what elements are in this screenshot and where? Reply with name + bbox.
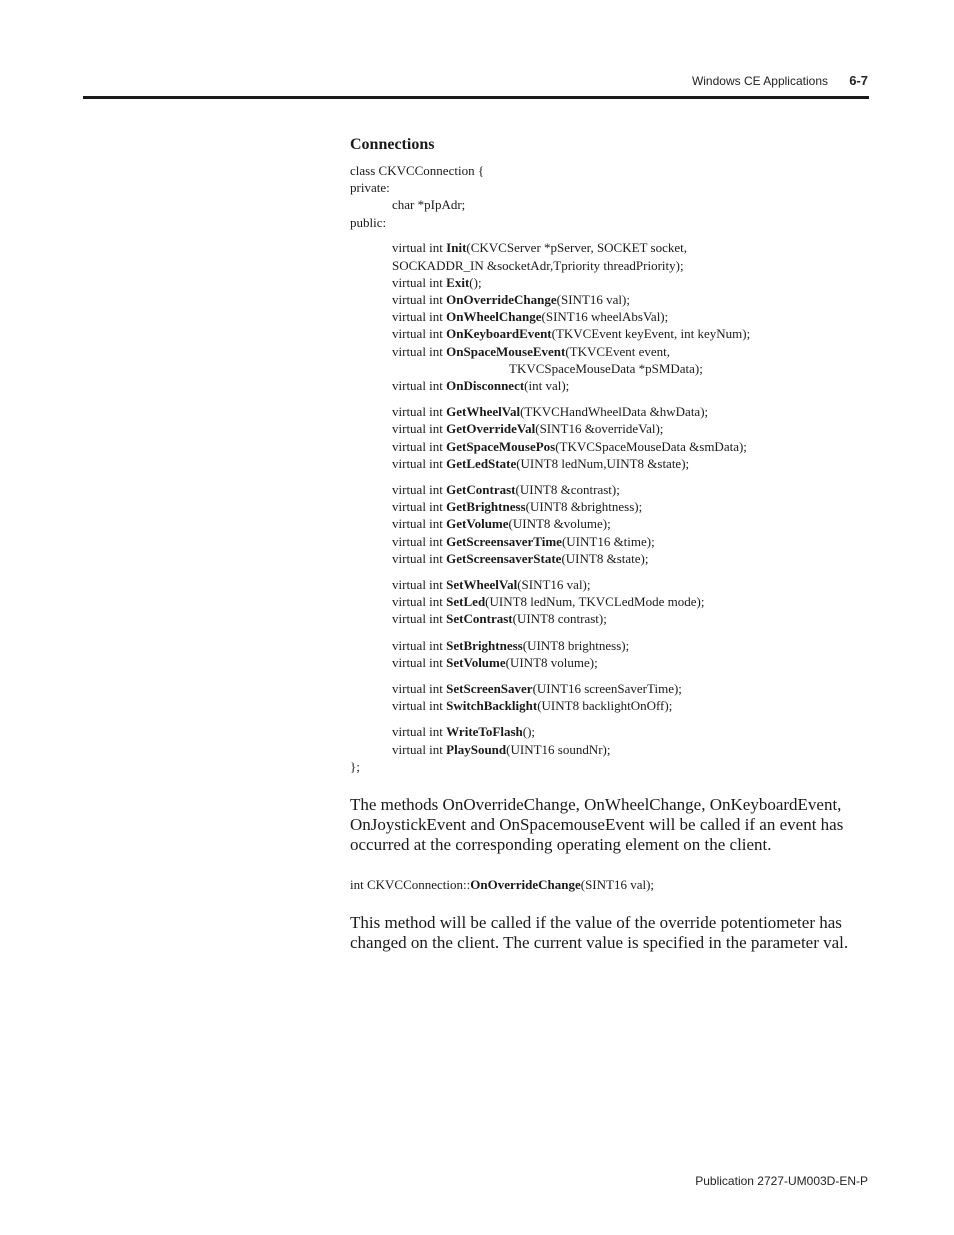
code-class-open: class CKVCConnection { — [350, 163, 485, 178]
code-listing — [350, 162, 870, 775]
method-prefix: virtual int — [392, 611, 447, 627]
method-prefix: virtual int — [392, 326, 447, 342]
method-name: Init — [446, 240, 467, 256]
method-args: (CKVCServer *pServer, SOCKET socket, — [466, 240, 687, 256]
code-public-label: public: — [350, 214, 387, 230]
method-name: GetScreensaverTime — [446, 533, 562, 549]
method-prefix: virtual int — [392, 421, 447, 437]
section-title: Connections — [350, 136, 435, 153]
method-prefix: virtual int — [392, 680, 447, 696]
method-name: GetWheelVal — [446, 404, 521, 420]
method-args: (int val); — [524, 377, 570, 393]
method-prefix: virtual int — [392, 550, 447, 566]
method-args: (UINT8 &contrast); — [515, 481, 620, 497]
code-line-method — [350, 325, 870, 342]
method-name: SetContrast — [446, 611, 513, 627]
code-line-method — [350, 377, 870, 394]
code-line-method — [350, 420, 870, 437]
method-args: (TKVCHandWheelData &hwData); — [520, 404, 709, 420]
method-prefix: virtual int — [392, 309, 447, 325]
method-prefix: virtual int — [392, 291, 447, 307]
method-name: OnWheelChange — [446, 309, 542, 325]
code-line-method — [350, 680, 870, 697]
method-prefix: virtual int — [392, 240, 447, 256]
code-line-method — [350, 697, 870, 714]
method-name: SetVolume — [446, 654, 506, 670]
code-private-label: private: — [350, 180, 390, 196]
method-name: OnDisconnect — [446, 377, 525, 393]
method-name: GetOverrideVal — [446, 421, 536, 437]
signature-prefix: int CKVCConnection:: — [350, 876, 471, 892]
code-line-method — [350, 515, 870, 532]
method-name: GetVolume — [446, 516, 509, 532]
method-prefix: virtual int — [392, 499, 447, 515]
code-line-method — [350, 498, 870, 515]
method-prefix: virtual int — [392, 594, 447, 610]
method-name: PlaySound — [446, 741, 507, 757]
method-prefix: virtual int — [392, 455, 447, 471]
method-args: (TKVCEvent keyEvent, int keyNum); — [551, 326, 751, 342]
method-prefix: virtual int — [392, 343, 447, 359]
code-line-method — [350, 637, 870, 654]
method-args: (UINT8 backlightOnOff); — [537, 698, 673, 714]
method-signature — [350, 876, 870, 893]
method-name: GetLedState — [446, 455, 517, 471]
running-header-title: Windows CE Applications — [691, 74, 828, 88]
method-name: OnKeyboardEvent — [446, 326, 552, 342]
method-args: (UINT8 contrast); — [512, 611, 607, 627]
method-args: (UINT8 &state); — [561, 550, 649, 566]
method-name: GetScreensaverState — [446, 550, 562, 566]
method-args: (UINT16 soundNr); — [506, 741, 611, 757]
code-line-method — [350, 438, 870, 455]
method-name: SwitchBacklight — [446, 698, 538, 714]
code-line-method — [350, 403, 870, 420]
method-prefix: virtual int — [392, 274, 447, 290]
method-args: (UINT8 &brightness); — [525, 499, 643, 515]
method-args: (UINT8 volume); — [505, 654, 598, 670]
code-line-method — [350, 610, 870, 627]
code-line-method — [350, 593, 870, 610]
page-number: 6-7 — [849, 73, 868, 88]
method-name: OnOverrideChange — [446, 291, 557, 307]
method-args: (UINT16 &time); — [561, 533, 655, 549]
code-line-method — [350, 654, 870, 671]
method-args: (SINT16 val); — [517, 576, 591, 592]
method-prefix: virtual int — [392, 404, 447, 420]
paragraph-event-methods: The methods OnOverrideChange, OnWheelChange, OnKeyboardEvent, OnJoystickEvent and OnSpacemouseEvent will be called if an event has occurred at the corresponding operating element on the client. — [350, 795, 844, 855]
method-prefix: virtual int — [392, 481, 447, 497]
method-args: (SINT16 wheelAbsVal); — [541, 309, 669, 325]
method-prefix: virtual int — [392, 637, 447, 653]
method-name: SetWheelVal — [446, 576, 518, 592]
method-args: (TKVCEvent event, — [565, 343, 671, 359]
method-args: (UINT8 &volume); — [508, 516, 611, 532]
method-prefix: virtual int — [392, 438, 447, 454]
code-line-method — [350, 533, 870, 550]
method-args: (UINT8 ledNum,UINT8 &state); — [516, 455, 690, 471]
code-line-method — [350, 455, 870, 472]
method-name: GetSpaceMousePos — [446, 438, 556, 454]
code-line-method — [350, 741, 870, 758]
method-args: (TKVCSpaceMouseData &smData); — [555, 438, 747, 454]
paragraph-override-description: This method will be called if the value of the override potentiometer has changed on the client. The current value is specified in the parameter val. — [350, 912, 849, 952]
method-prefix: virtual int — [392, 516, 447, 532]
method-prefix: virtual int — [392, 741, 447, 757]
main-content — [350, 135, 870, 953]
code-line-continuation: SOCKADDR_IN &socketAdr,Tpriority threadPriority); — [392, 257, 684, 273]
method-args: (SINT16 &overrideVal); — [535, 421, 664, 437]
code-line-method — [350, 481, 870, 498]
method-name: GetContrast — [446, 481, 516, 497]
signature-name: OnOverrideChange — [470, 876, 581, 892]
method-args: (UINT16 screenSaverTime); — [532, 680, 682, 696]
method-prefix: virtual int — [392, 698, 447, 714]
method-prefix: virtual int — [392, 533, 447, 549]
method-args: (); — [469, 274, 482, 290]
code-line-method — [350, 291, 870, 308]
code-line-method — [350, 723, 870, 740]
footer-publication: Publication 2727-UM003D-EN-P — [695, 1174, 868, 1188]
method-prefix: virtual int — [392, 576, 447, 592]
method-args: (UINT8 brightness); — [522, 637, 630, 653]
method-name: GetBrightness — [446, 499, 526, 515]
method-name: OnSpaceMouseEvent — [446, 343, 566, 359]
code-line-method — [350, 550, 870, 567]
method-name: SetBrightness — [446, 637, 523, 653]
method-prefix: virtual int — [392, 654, 447, 670]
method-name: SetLed — [446, 594, 486, 610]
code-line-method — [350, 343, 870, 360]
code-class-close: }; — [350, 758, 360, 774]
method-prefix: virtual int — [392, 724, 447, 740]
method-args: (UINT8 ledNum, TKVCLedMode mode); — [485, 594, 705, 610]
code-line-method — [350, 239, 870, 256]
header-rule — [83, 96, 869, 99]
method-args: (SINT16 val); — [556, 291, 630, 307]
method-groups — [350, 239, 870, 757]
code-line-method — [350, 576, 870, 593]
method-prefix: virtual int — [392, 377, 447, 393]
method-name: WriteToFlash — [446, 724, 523, 740]
code-private-member: char *pIpAdr; — [392, 197, 466, 213]
method-name: Exit — [446, 274, 470, 290]
method-name: SetScreenSaver — [446, 680, 533, 696]
signature-args: (SINT16 val); — [580, 876, 655, 892]
method-args: (); — [522, 724, 536, 740]
code-line-continuation: TKVCSpaceMouseData *pSMData); — [509, 360, 703, 376]
code-line-method — [350, 274, 870, 291]
code-line-method — [350, 308, 870, 325]
